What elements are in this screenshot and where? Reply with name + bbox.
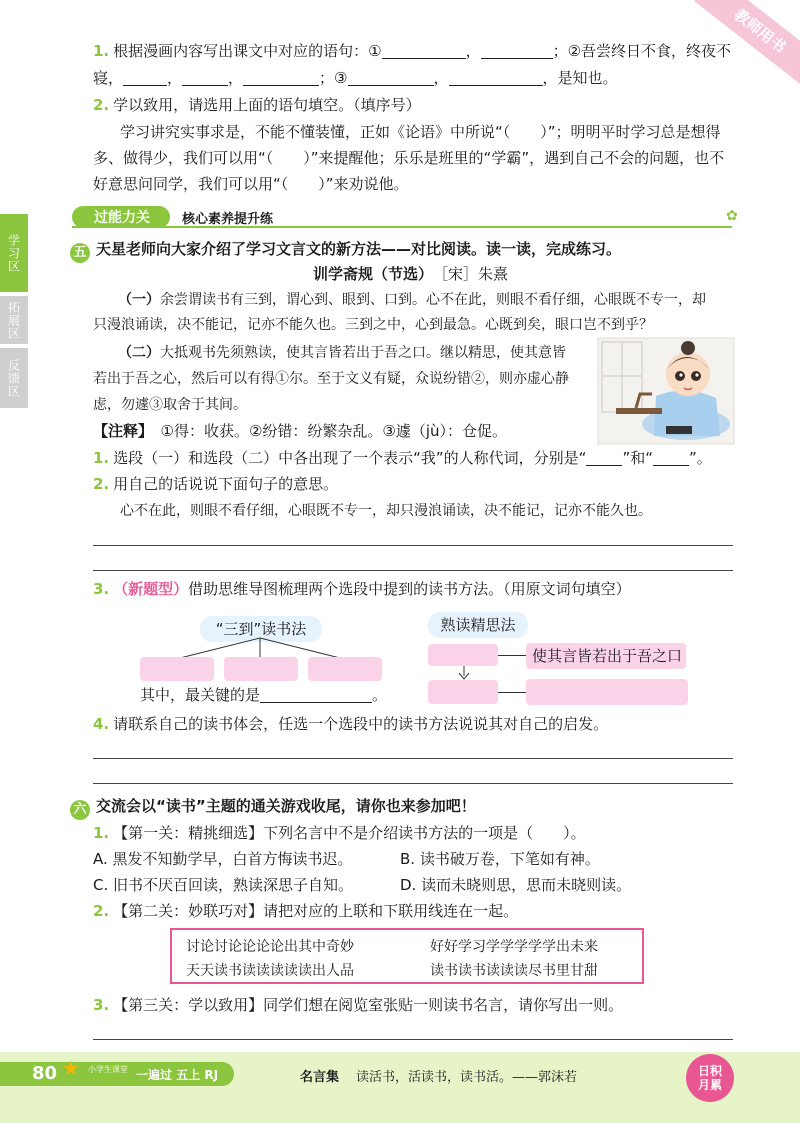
q-number: 1. <box>93 42 110 60</box>
answer-blank[interactable] <box>243 69 319 86</box>
section-five-title: 五 天星老师向大家介绍了学习文言文的新方法——对比阅读。读一读，完成练习。 <box>70 238 621 263</box>
couplet-upper-2[interactable]: 天天读书读读读读读出人品 <box>186 963 354 979</box>
section-number-badge: 五 <box>70 243 90 263</box>
top-paragraph-3: 好意思问同学，我们可以用“（ ）”来劝说他。 <box>93 175 409 193</box>
top-q1-line2: 寝， ， ， ；③ ， ，是知也。 <box>93 69 618 87</box>
footer-quote: 读活书，活读书，读书活。——郭沫若 <box>356 1070 578 1085</box>
answer-line[interactable] <box>93 1039 733 1040</box>
banner-rule <box>72 226 732 228</box>
top-q1-line1: 1. 根据漫画内容写出课文中对应的语句：① ， ；②吾尝终日不食，终夜不 <box>93 42 732 60</box>
passage-one-line1: （一）余尝谓读书有三到，谓心到、眼到、口到。心不在此，则眼不看仔细，心眼既不专一，却 <box>118 292 706 308</box>
section-six-title: 六 交流会以“读书”主题的通关游戏收尾，请你也来参加吧！ <box>70 795 476 820</box>
mindmap-blank-box[interactable] <box>140 657 214 681</box>
scholar-reading-illustration <box>596 336 736 446</box>
down-arrow-icon <box>454 666 474 680</box>
mindmap-blank-box[interactable] <box>428 644 498 666</box>
answer-line[interactable] <box>93 783 733 784</box>
passage-one-line2: 只漫浪诵读，决不能记，记亦不能久也。三到之中，心到最急。心既到矣，眼口岂不到乎？ <box>93 317 653 333</box>
section-number-badge: 六 <box>70 800 90 820</box>
notes: 【注释】 ①得：收获。②纷错：纷繁杂乱。③遽（jù）：仓促。 <box>93 422 508 440</box>
five-q2: 2. 用自己的话说说下面句子的意思。 <box>93 475 339 493</box>
passage-two-line1: （二）大抵观书先须熟读，使其言皆若出于吾之口。继以精思，使其意皆 <box>118 345 566 361</box>
banner-title: 过能力关 <box>94 210 150 226</box>
mindmap-right-title: 熟读精思法 <box>428 612 528 638</box>
mindmap-connector <box>498 655 526 656</box>
side-tab-study[interactable]: 学习区 <box>0 214 28 292</box>
answer-blank[interactable] <box>653 449 689 466</box>
mindmap-filled-box: 使其言皆若出于吾之口 <box>526 643 686 669</box>
passage-two-line3: 虑，勿遽③取舍于其间。 <box>93 397 247 413</box>
option-b[interactable]: B. 读书破万卷，下笔如有神。 <box>400 850 600 868</box>
answer-blank[interactable] <box>182 69 228 86</box>
option-d[interactable]: D. 读而未晓则思，思而未晓则读。 <box>400 876 632 894</box>
answer-blank[interactable] <box>123 69 167 86</box>
series-label: 一遍过 五上 RJ <box>136 1068 219 1082</box>
mindmap-left-title: “三到”读书法 <box>200 616 322 642</box>
stamp-text: 教师用书 <box>730 5 790 57</box>
flower-icon: ✿ <box>726 208 738 224</box>
answer-blank[interactable] <box>586 449 622 466</box>
couplet-upper-1[interactable]: 讨论讨论论论论出其中奇妙 <box>186 939 354 955</box>
answer-blank[interactable] <box>382 42 466 59</box>
answer-blank[interactable] <box>260 686 372 703</box>
answer-line[interactable] <box>93 545 733 546</box>
six-q1: 1. 【第一关：精挑细选】下列名言中不是介绍读书方法的一项是（ ）。 <box>93 824 586 842</box>
top-paragraph-1: 学习讲究实事求是，不能不懂装懂，正如《论语》中所说“（ ）”；明明平时学习总是想得 <box>120 123 721 141</box>
option-c[interactable]: C. 旧书不厌百回读，熟读深思子自知。 <box>93 876 354 894</box>
couplet-lower-1[interactable]: 好好学习学学学学学出未来 <box>430 939 598 955</box>
mindmap-blank-box[interactable] <box>308 657 382 681</box>
quote-label: 名言集 <box>300 1070 340 1085</box>
passage-two-line2: 若出于吾之心，然后可以有得①尔。至于文义有疑，众说纷错②，则亦虚心静 <box>93 371 569 387</box>
top-q2: 2. 学以致用，请选用上面的语句填空。（填序号） <box>93 96 421 114</box>
mindmap-connector <box>498 692 526 693</box>
five-q2-quote: 心不在此，则眼不看仔细，心眼既不专一，却只漫浪诵读，决不能记，记亦不能久也。 <box>120 503 652 519</box>
answer-line[interactable] <box>93 570 733 571</box>
couplet-box <box>170 928 644 984</box>
top-paragraph-2: 多、做得少，我们可以用“（ ）”来提醒他；乐乐是班里的“学霸”，遇到自己不会的问题，也不 <box>93 149 725 167</box>
six-q2: 2. 【第二关：妙联巧对】请把对应的上联和下联用线连在一起。 <box>93 902 519 920</box>
series-small-label: 小学生课堂 <box>88 1065 128 1074</box>
five-q3: 3. （新题型）借助思维导图梳理两个选段中提到的读书方法。（用原文词句填空） <box>93 580 631 598</box>
mindmap-blank-box[interactable] <box>224 657 298 681</box>
answer-line[interactable] <box>93 758 733 759</box>
answer-blank[interactable] <box>449 69 543 86</box>
answer-blank[interactable] <box>348 69 434 86</box>
six-q3: 3. 【第三关：学以致用】同学们想在阅览室张贴一则读书名言，请你写出一则。 <box>93 996 624 1014</box>
five-q4: 4. 请联系自己的读书体会，任选一个选段中的读书方法说说其对自己的启发。 <box>93 715 609 733</box>
mindmap-blank-box[interactable] <box>526 679 688 705</box>
side-tab-feedback[interactable]: 反馈区 <box>0 348 28 408</box>
side-tab-extend[interactable]: 拓展区 <box>0 296 28 344</box>
answer-blank[interactable] <box>481 42 553 59</box>
option-a[interactable]: A. 黑发不知勤学早，白首方悔读书迟。 <box>93 850 353 868</box>
mindmap-left-footer: 其中，最关键的是 。 <box>140 686 388 704</box>
banner-subtitle: 核心素养提升练 <box>182 212 274 227</box>
section-banner <box>72 206 740 228</box>
page-number: 80 <box>32 1063 58 1084</box>
couplet-lower-2[interactable]: 读书读书读读读尽书里甘甜 <box>430 963 598 979</box>
daily-badge: 日积月累 <box>686 1054 734 1102</box>
five-q1: 1. 选段（一）和选段（二）中各出现了一个表示“我”的人称代词，分别是“ ”和“ ”。 <box>93 449 712 467</box>
star-logo-icon: ★ <box>62 1056 80 1080</box>
passage-title: 训学斋规（节选） ［宋］朱熹 <box>313 265 509 283</box>
mindmap-blank-box[interactable] <box>428 680 498 704</box>
